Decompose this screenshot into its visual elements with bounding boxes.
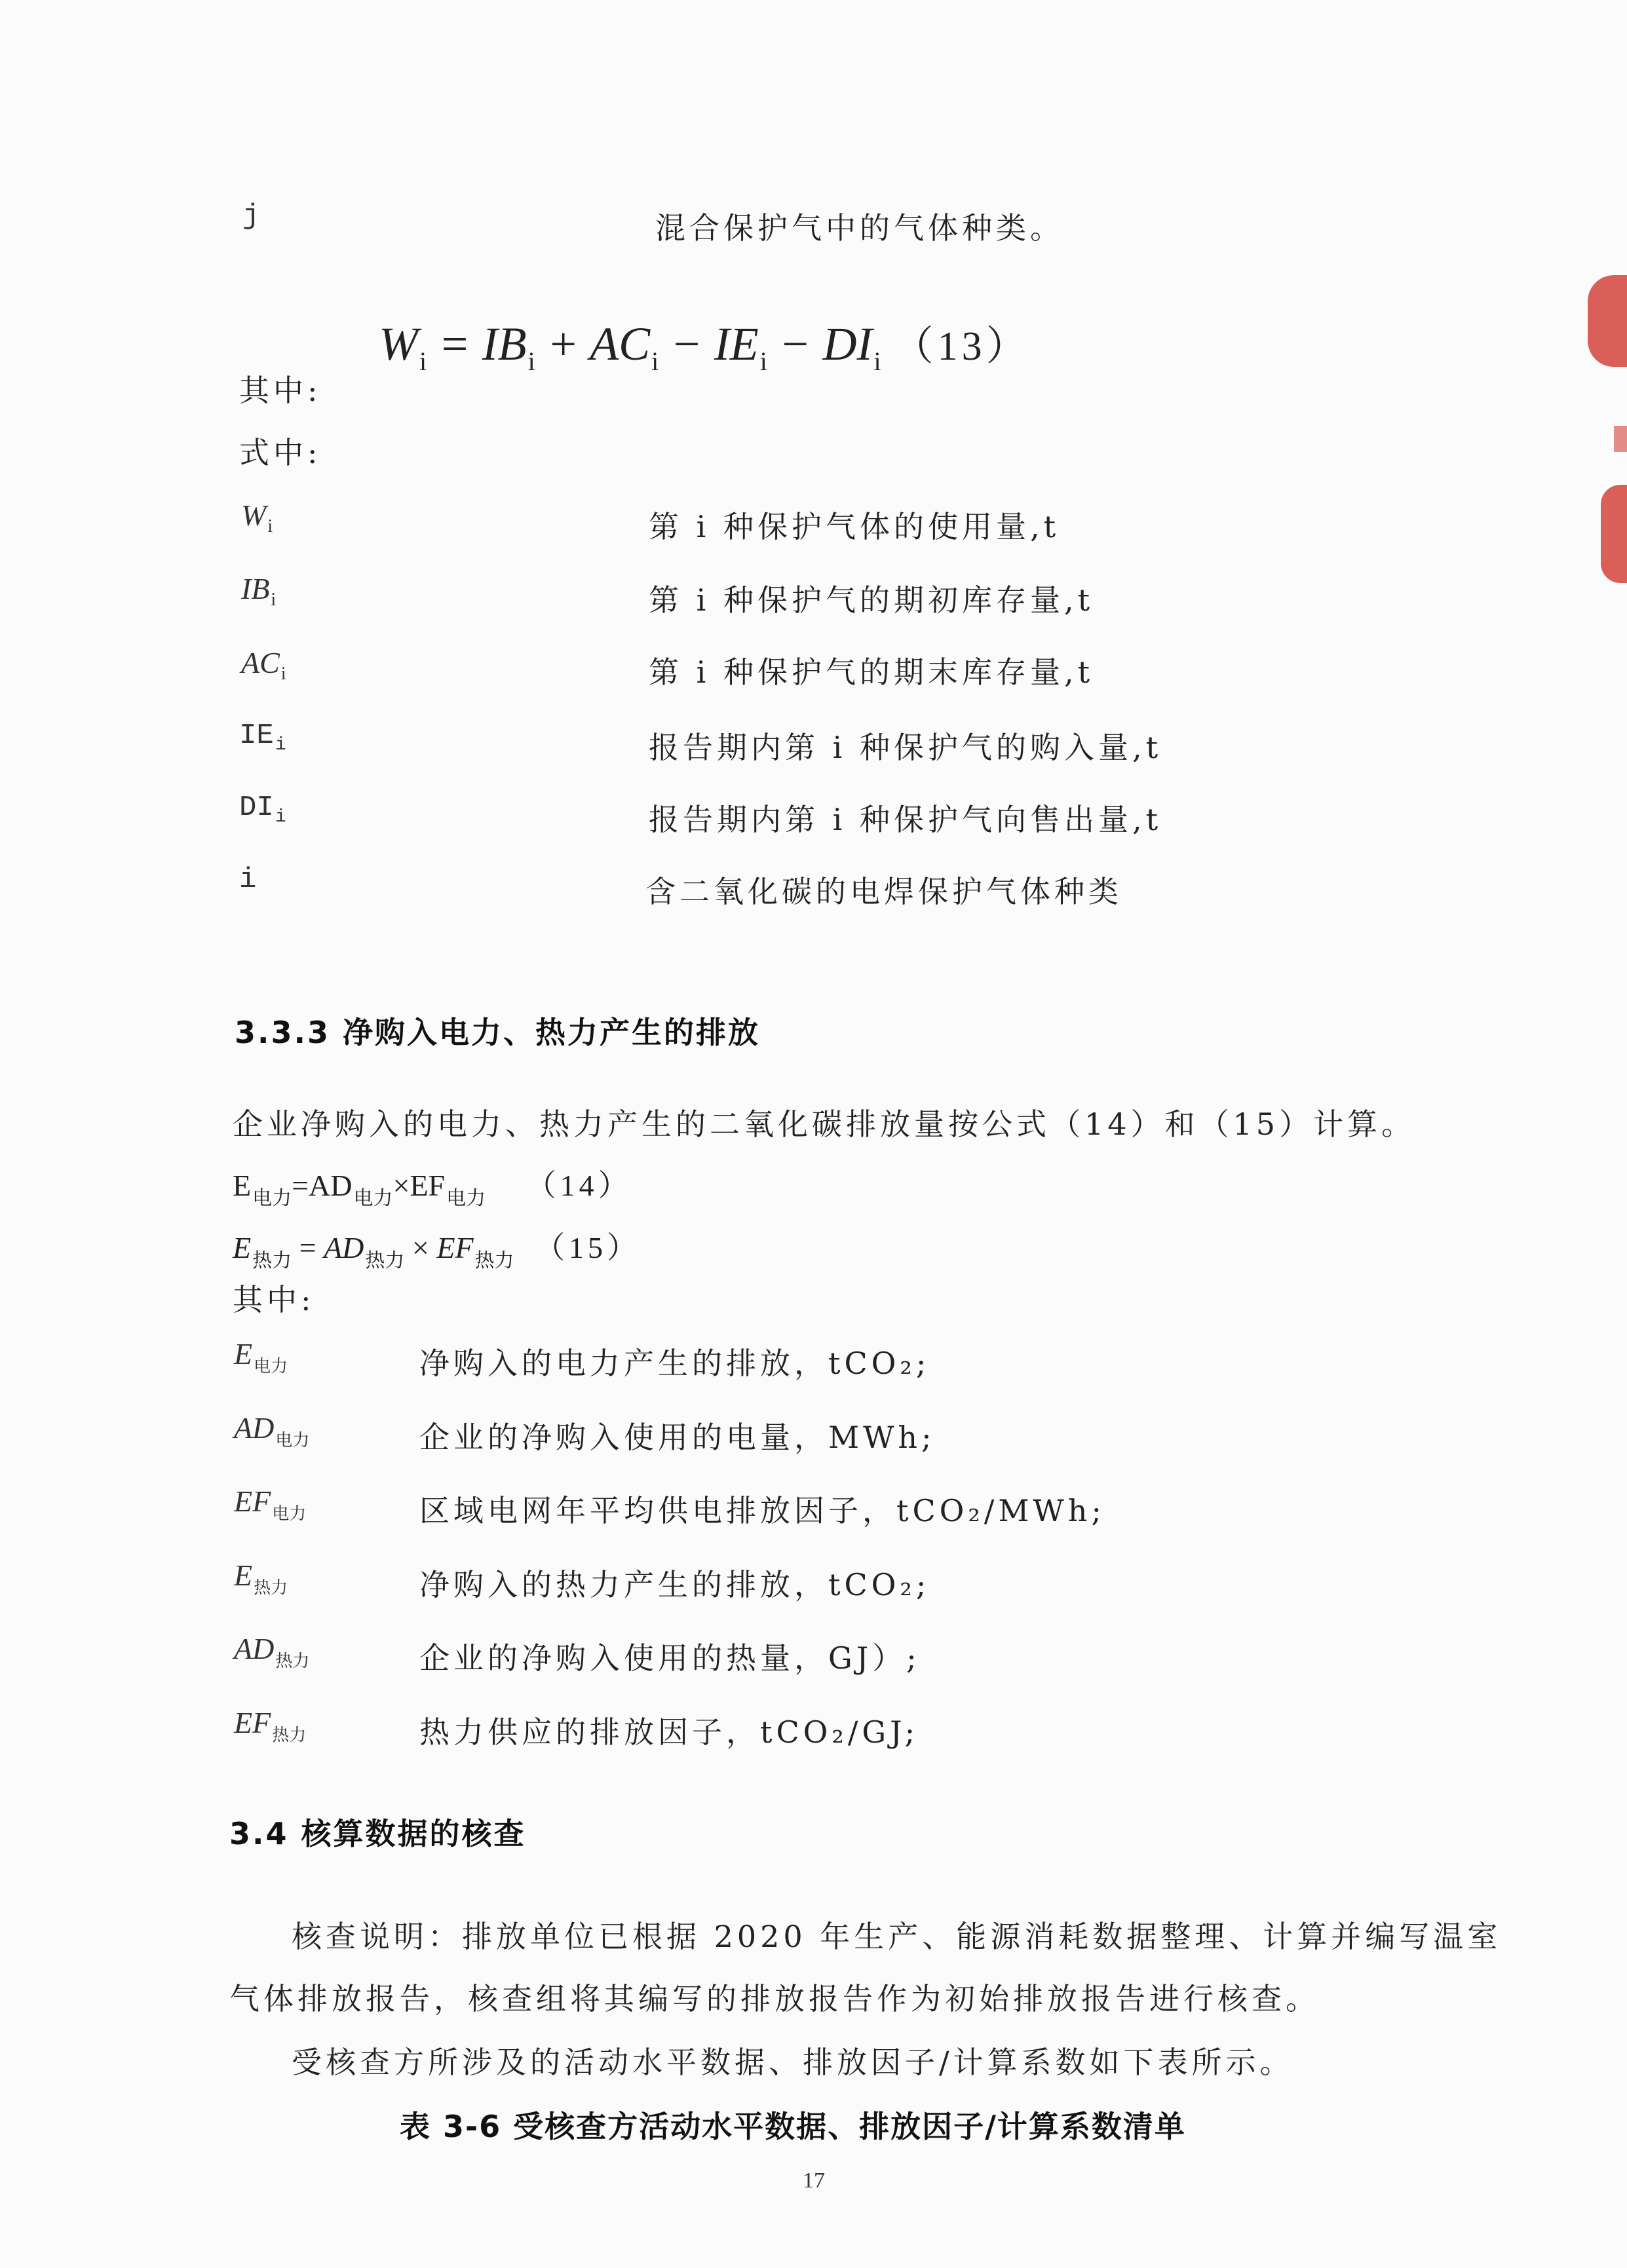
gas-var-desc: 报告期内第 i 种保护气的购入量,t bbox=[649, 730, 1162, 765]
formula-13-lhs: $W_i$ bbox=[379, 318, 427, 376]
formula-15: $E_{热力} = AD_{热力} \times EF_{热力}$ （15） bbox=[233, 1231, 641, 1272]
gas-var-symbol: $IE_i$ bbox=[239, 719, 286, 755]
gas-var-desc: 第 i 种保护气体的使用量,t bbox=[649, 509, 1060, 544]
power-var-symbol: $E_{电力}$ bbox=[234, 1337, 288, 1376]
formula-14-number: （14） bbox=[526, 1169, 632, 1202]
power-var-symbol: $EF_{电力}$ bbox=[234, 1484, 307, 1523]
qizhong-label-1: 其中: bbox=[239, 373, 322, 408]
power-var-desc: 企业的净购入使用的电量，MWh; bbox=[419, 1420, 936, 1455]
seal-stamp-fragment bbox=[1588, 275, 1627, 367]
power-var-symbol: $EF_{热力}$ bbox=[234, 1706, 307, 1745]
formula-13-term-ib: $IB_i$ bbox=[482, 318, 535, 376]
gas-var-desc: 第 i 种保护气的期初库存量,t bbox=[649, 582, 1094, 618]
formula-13-term-di: $DI_i$ bbox=[822, 318, 881, 376]
paragraph-3-4-line-1: 核查说明：排放单位已根据 2020 年生产、能源消耗数据整理、计算并编写温室 bbox=[292, 1919, 1502, 1954]
gas-var-desc: 含二氧化碳的电焊保护气体种类 bbox=[645, 874, 1122, 909]
power-var-desc: 热力供应的排放因子，tCO₂/GJ; bbox=[419, 1714, 919, 1750]
power-var-symbol: $AD_{电力}$ bbox=[234, 1411, 310, 1450]
paragraph-3-4-line-2: 气体排放报告，核查组将其编写的排放报告作为初始排放报告进行核查。 bbox=[229, 1981, 1320, 2016]
power-var-symbol: $AD_{热力}$ bbox=[234, 1632, 310, 1671]
power-var-desc: 企业的净购入使用的热量，GJ）; bbox=[419, 1640, 921, 1676]
gas-var-symbol: i bbox=[239, 863, 257, 896]
variable-symbol-j: j bbox=[242, 200, 260, 233]
formula-13: $W_i = IB_i + AC_i - IE_i - DI_i$ （13） bbox=[379, 318, 1031, 376]
section-heading-3-4: 3.4 核算数据的核查 bbox=[229, 1816, 526, 1851]
power-var-desc: 净购入的热力产生的排放，tCO₂; bbox=[419, 1567, 930, 1602]
formula-14: $E_{电力}=AD_{电力}\times EF_{电力}$ （14） bbox=[233, 1169, 632, 1209]
formula-13-number: （13） bbox=[892, 324, 1031, 369]
power-var-desc: 净购入的电力产生的排放，tCO₂; bbox=[419, 1346, 930, 1381]
page-number: 17 bbox=[803, 2168, 825, 2193]
seal-stamp-fragment bbox=[1601, 485, 1627, 583]
table-caption: 表 3-6 受核查方活动水平数据、排放因子/计算系数清单 bbox=[400, 2109, 1186, 2144]
gas-var-symbol: $W_i$ bbox=[241, 499, 273, 537]
section-heading-3-3-3: 3.3.3 净购入电力、热力产生的排放 bbox=[235, 1015, 760, 1050]
formula-13-term-ie: $IE_i$ bbox=[714, 318, 767, 376]
gas-var-symbol: $DI_i$ bbox=[239, 791, 286, 827]
seal-stamp-fragment bbox=[1614, 426, 1627, 452]
gas-var-desc: 报告期内第 i 种保护气向售出量,t bbox=[649, 802, 1162, 837]
formula-15-number: （15） bbox=[535, 1231, 641, 1264]
gas-var-desc: 第 i 种保护气的期末库存量,t bbox=[649, 654, 1094, 690]
gas-var-symbol: $IB_i$ bbox=[241, 572, 277, 610]
formula-13-term-ac: $AC_i$ bbox=[590, 318, 659, 376]
gas-var-symbol: $AC_i$ bbox=[241, 646, 286, 684]
power-var-symbol: $E_{热力}$ bbox=[234, 1559, 288, 1597]
qizhong-label-2: 其中: bbox=[233, 1282, 315, 1317]
power-var-desc: 区域电网年平均供电排放因子，tCO₂/MWh; bbox=[419, 1493, 1105, 1528]
paragraph-3-3-3: 企业净购入的电力、热力产生的二氧化碳排放量按公式（14）和（15）计算。 bbox=[233, 1106, 1416, 1142]
paragraph-3-4-line-3: 受核查方所涉及的活动水平数据、排放因子/计算系数如下表所示。 bbox=[292, 2045, 1294, 2080]
shizhong-label: 式中: bbox=[239, 435, 322, 470]
variable-desc-j: 混合保护气中的气体种类。 bbox=[655, 210, 1064, 246]
